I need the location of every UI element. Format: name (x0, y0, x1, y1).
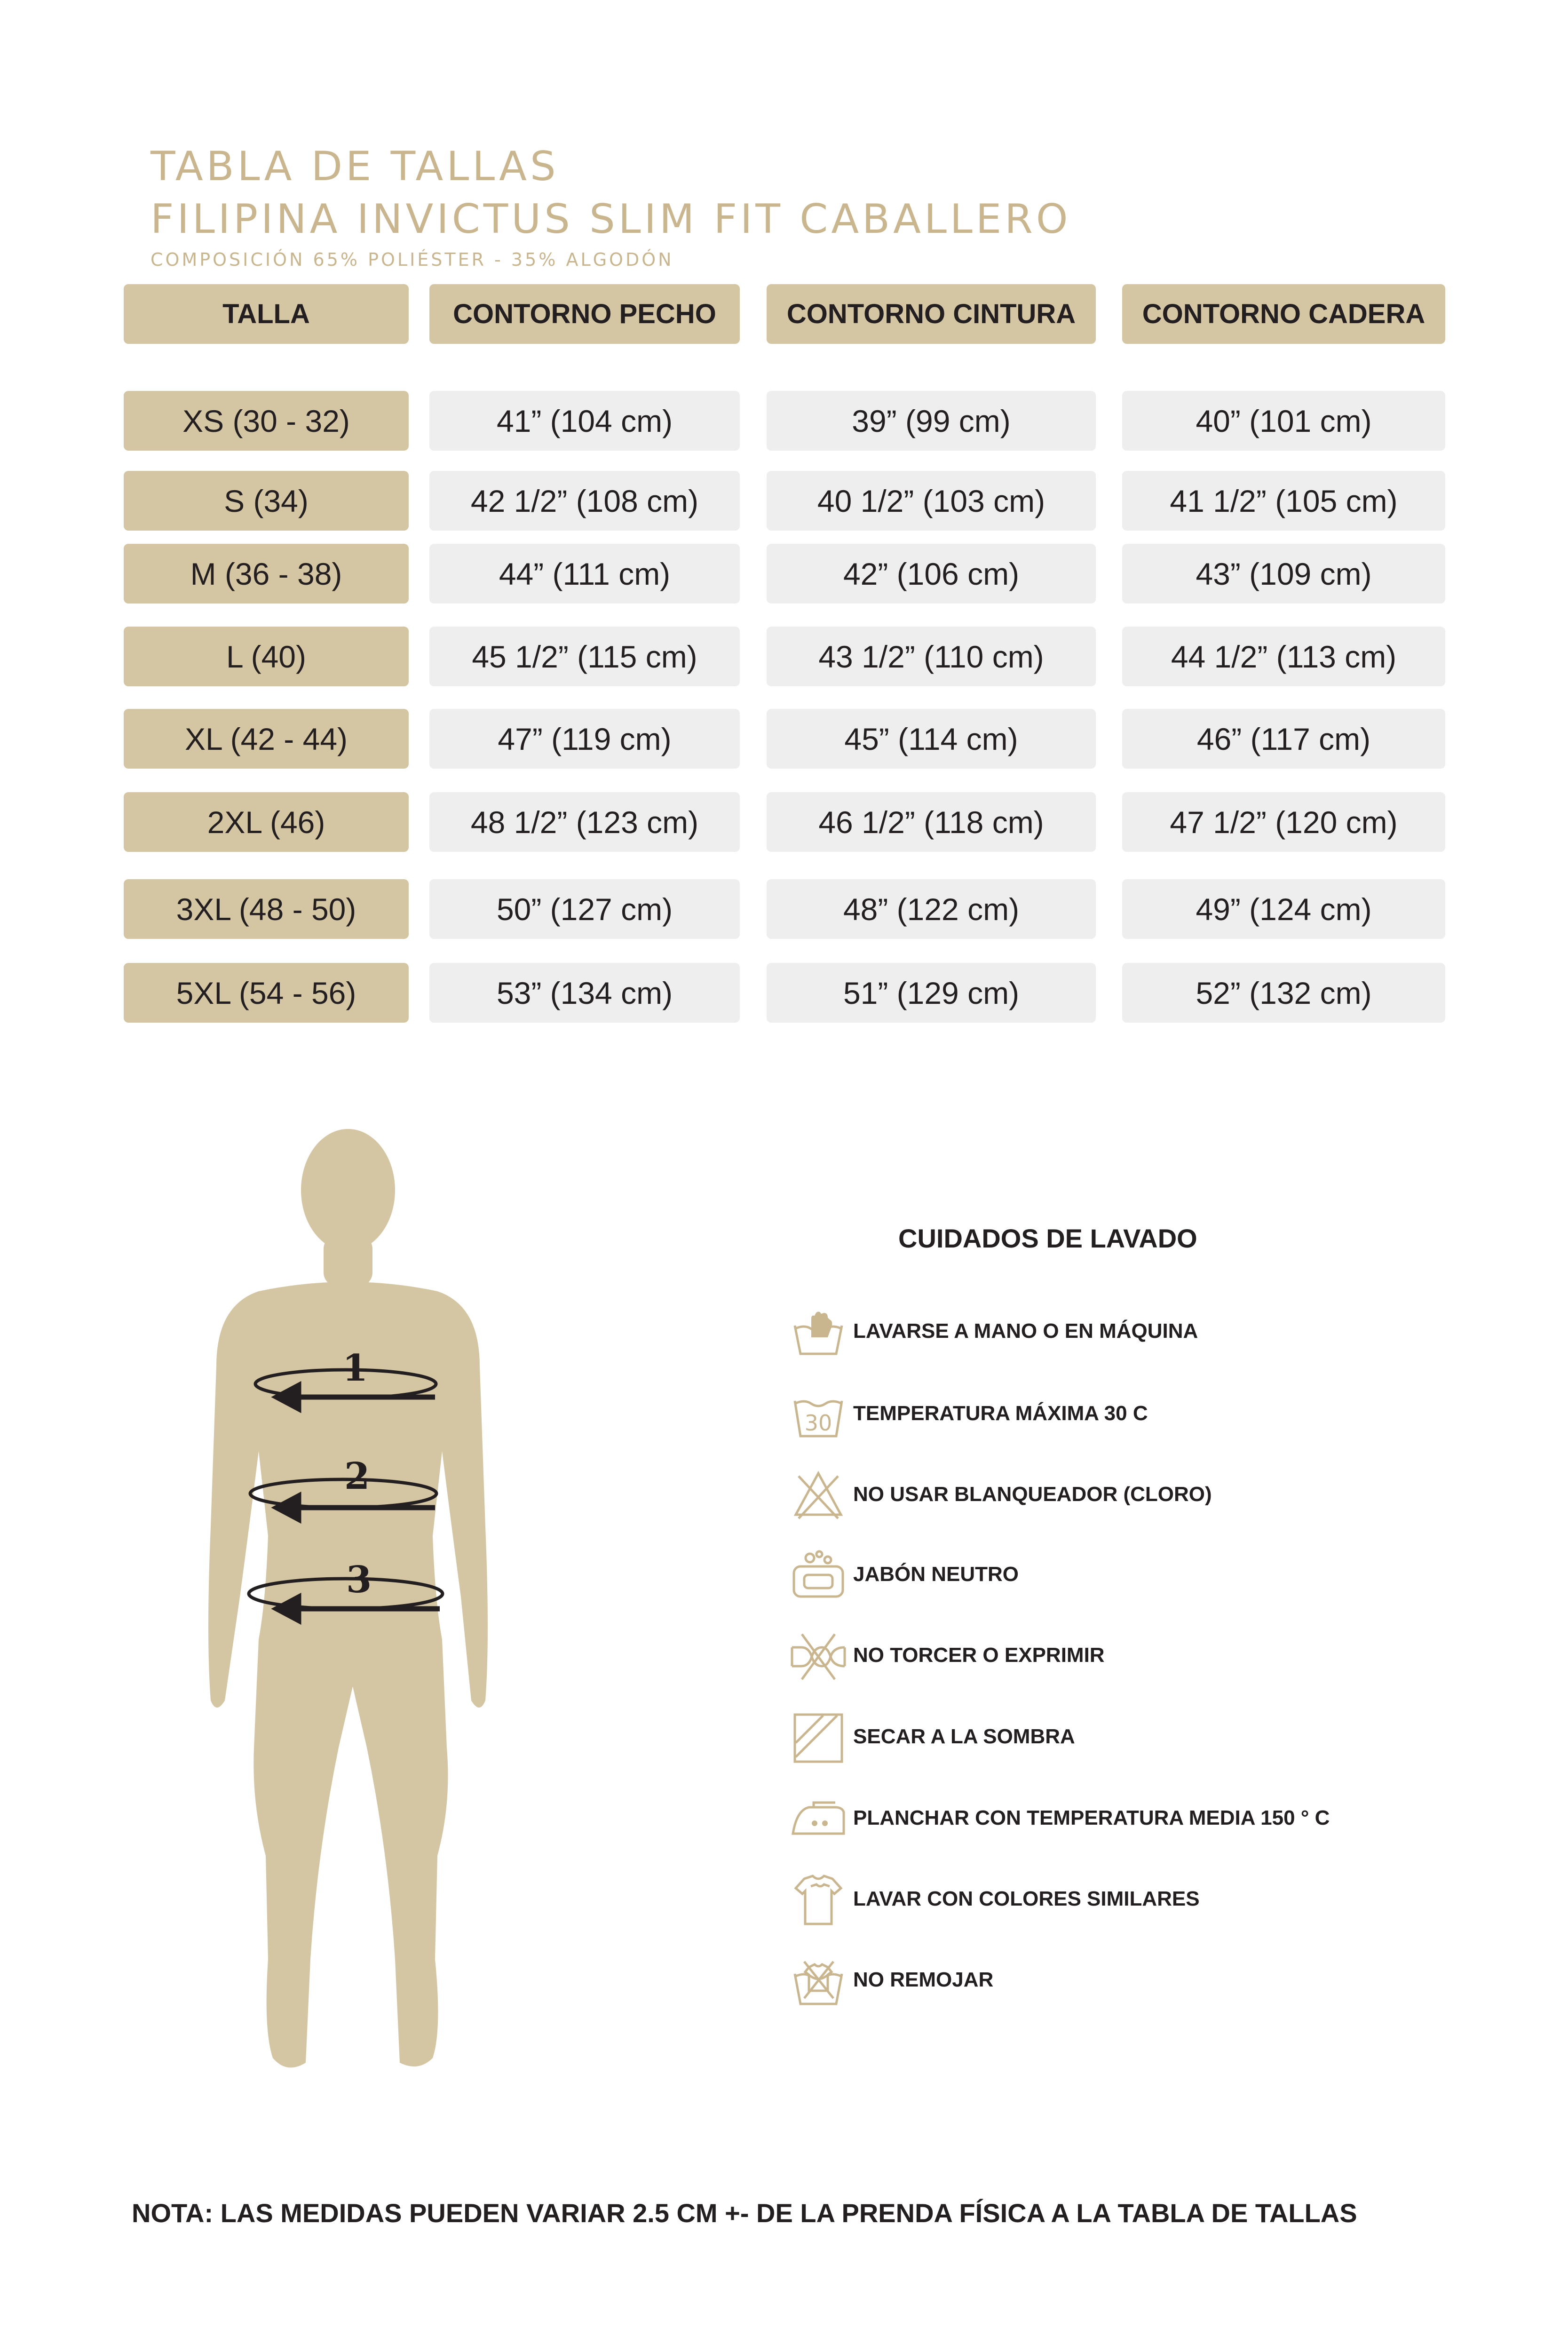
care-item (790, 1548, 1449, 1604)
measure-label-2: 2 (344, 1455, 370, 1498)
iron-medium-icon (790, 1791, 847, 1848)
size-cell: M (36 - 38) (124, 544, 409, 604)
size-cell: L (40) (124, 627, 409, 686)
care-label: NO REMOJAR (853, 1968, 994, 1991)
title-block (150, 140, 1071, 270)
chest-cell: 45 1/2” (115 cm) (429, 627, 740, 686)
size-cell: XS (30 - 32) (124, 391, 409, 451)
waist-cell: 39” (99 cm) (767, 391, 1096, 451)
size-cell: 3XL (48 - 50) (124, 879, 409, 939)
footer-note: NOTA: LAS MEDIDAS PUEDEN VARIAR 2.5 CM +- DE LA PRENDA FÍSICA A LA TABLA DE TALLAS (132, 2198, 1357, 2228)
care-item (790, 1791, 1449, 1848)
similar-colors-icon (790, 1872, 847, 1929)
waist-cell: 48” (122 cm) (767, 879, 1096, 939)
chest-cell: 50” (127 cm) (429, 879, 740, 939)
body-measurement-figure (198, 1122, 499, 2100)
measure-label-3: 3 (346, 1558, 372, 1601)
care-label: NO USAR BLANQUEADOR (CLORO) (853, 1483, 1212, 1506)
care-label: JABÓN NEUTRO (853, 1563, 1019, 1586)
header-contorno-cintura: CONTORNO CINTURA (767, 284, 1096, 344)
care-label: LAVAR CON COLORES SIMILARES (853, 1887, 1200, 1910)
product-name: FILIPINA INVICTUS SLIM FIT CABALLERO (150, 196, 1071, 243)
neutral-soap-icon (790, 1548, 847, 1604)
chest-cell: 53” (134 cm) (429, 963, 740, 1023)
size-table (124, 284, 1451, 1023)
hip-cell: 43” (109 cm) (1122, 544, 1445, 604)
header-contorno-cadera: CONTORNO CADERA (1122, 284, 1445, 344)
care-item (790, 1872, 1449, 1929)
care-item (790, 1710, 1449, 1766)
svg-text:30: 30 (804, 1410, 832, 1436)
no-wring-icon (790, 1629, 847, 1685)
no-soak-icon (790, 1953, 847, 2010)
care-label: SECAR A LA SOMBRA (853, 1725, 1075, 1748)
size-cell: XL (42 - 44) (124, 709, 409, 769)
hip-cell: 47 1/2” (120 cm) (1122, 792, 1445, 852)
size-cell: 5XL (54 - 56) (124, 963, 409, 1023)
care-title: CUIDADOS DE LAVADO (898, 1224, 1197, 1253)
hip-cell: 52” (132 cm) (1122, 963, 1445, 1023)
care-item (790, 1629, 1449, 1685)
waist-cell: 42” (106 cm) (767, 544, 1096, 604)
care-item (790, 1304, 1449, 1361)
chest-cell: 42 1/2” (108 cm) (429, 471, 740, 531)
care-label: PLANCHAR CON TEMPERATURA MEDIA 150 ° C (853, 1806, 1330, 1829)
chest-cell: 48 1/2” (123 cm) (429, 792, 740, 852)
header-contorno-pecho: CONTORNO PECHO (429, 284, 740, 344)
hand-wash-icon (790, 1304, 847, 1361)
size-cell: 2XL (46) (124, 792, 409, 852)
waist-cell: 46 1/2” (118 cm) (767, 792, 1096, 852)
care-item (790, 1953, 1449, 2010)
waist-cell: 43 1/2” (110 cm) (767, 627, 1096, 686)
care-label: LAVARSE A MANO O EN MÁQUINA (853, 1319, 1198, 1343)
dry-in-shade-icon (790, 1710, 847, 1766)
hip-cell: 49” (124 cm) (1122, 879, 1445, 939)
wash-30-icon (790, 1387, 847, 1443)
measure-label-1: 1 (342, 1347, 368, 1390)
size-cell: S (34) (124, 471, 409, 531)
composition-text: COMPOSICIÓN 65% POLIÉSTER - 35% ALGODÓN (150, 249, 674, 270)
chest-cell: 44” (111 cm) (429, 544, 740, 604)
hip-cell: 40” (101 cm) (1122, 391, 1445, 451)
chest-cell: 47” (119 cm) (429, 709, 740, 769)
care-label: NO TORCER O EXPRIMIR (853, 1644, 1105, 1667)
hip-cell: 44 1/2” (113 cm) (1122, 627, 1445, 686)
waist-cell: 40 1/2” (103 cm) (767, 471, 1096, 531)
no-bleach-icon (790, 1468, 847, 1524)
chest-cell: 41” (104 cm) (429, 391, 740, 451)
care-item (790, 1468, 1449, 1524)
page-title: TABLA DE TALLAS (150, 143, 559, 190)
care-item (790, 1387, 1449, 1443)
waist-cell: 51” (129 cm) (767, 963, 1096, 1023)
care-label: TEMPERATURA MÁXIMA 30 C (853, 1402, 1148, 1425)
hip-cell: 41 1/2” (105 cm) (1122, 471, 1445, 531)
hip-cell: 46” (117 cm) (1122, 709, 1445, 769)
header-talla: TALLA (124, 284, 409, 344)
waist-cell: 45” (114 cm) (767, 709, 1096, 769)
